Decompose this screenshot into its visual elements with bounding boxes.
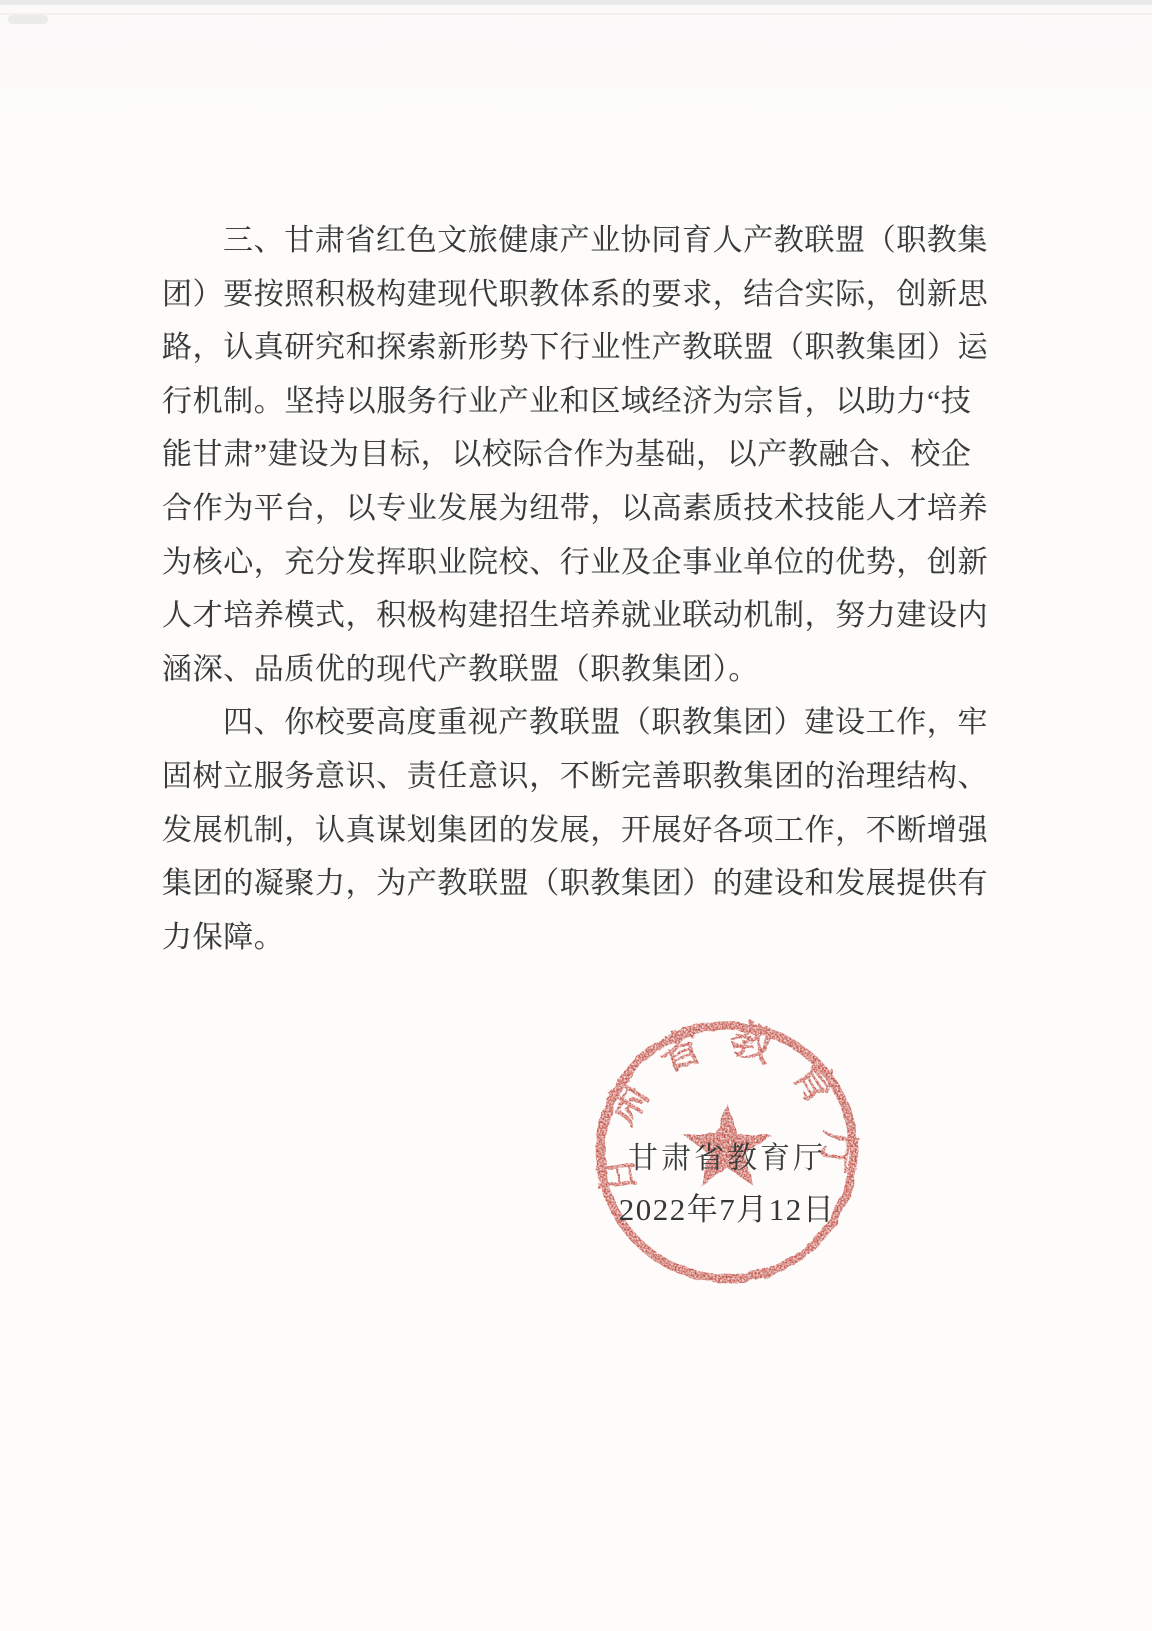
scan-artifact-smudge [8, 15, 48, 24]
body-line-6: 合作为平台，以专业发展为纽带，以高素质技术技能人才培养 [162, 491, 989, 525]
scan-artifact-hairline [0, 13, 1152, 15]
body-line-9: 涵深、品质优的现代产教联盟（职教集团）。 [162, 652, 759, 686]
body-line-13: 集团的凝聚力，为产教联盟（职教集团）的建设和发展提供有 [162, 867, 989, 901]
body-line-10: 四、你校要高度重视产教联盟（职教集团）建设工作，牢 [223, 706, 988, 740]
body-line-4: 行机制。坚持以服务行业产业和区域经济为宗旨，以助力“技 [162, 384, 972, 418]
body-line-3: 路，认真研究和探索新形势下行业性产教联盟（职教集团）运 [162, 331, 989, 365]
body-line-14: 力保障。 [162, 920, 285, 954]
seal-arc-text: 甘肃省教育厅 [591, 1015, 863, 1199]
body-line-11: 固树立服务意识、责任意识，不断完善职教集团的治理结构、 [162, 759, 989, 793]
document-body [162, 214, 994, 964]
body-line-12: 发展机制，认真谋划集团的发展，开展好各项工作，不断增强 [162, 813, 989, 847]
issuer-name: 甘肃省教育厅 [628, 1142, 826, 1175]
body-line-2: 团）要按照积极构建现代职教体系的要求，结合实际，创新思 [162, 277, 989, 311]
body-line-1: 三、甘肃省红色文旅健康产业协同育人产教联盟（职教集 [223, 224, 988, 257]
scan-artifact-top-strip [0, 0, 1152, 5]
body-line-7: 为核心，充分发挥职业院校、行业及企事业单位的优势，创新 [162, 545, 989, 579]
body-line-8: 人才培养模式，积极构建招生培养就业联动机制，努力建设内 [162, 599, 989, 633]
issue-date: 2022年7月12日 [618, 1192, 836, 1227]
body-line-5: 能甘肃”建设为目标，以校际合作为基础，以产教融合、校企 [162, 438, 972, 472]
